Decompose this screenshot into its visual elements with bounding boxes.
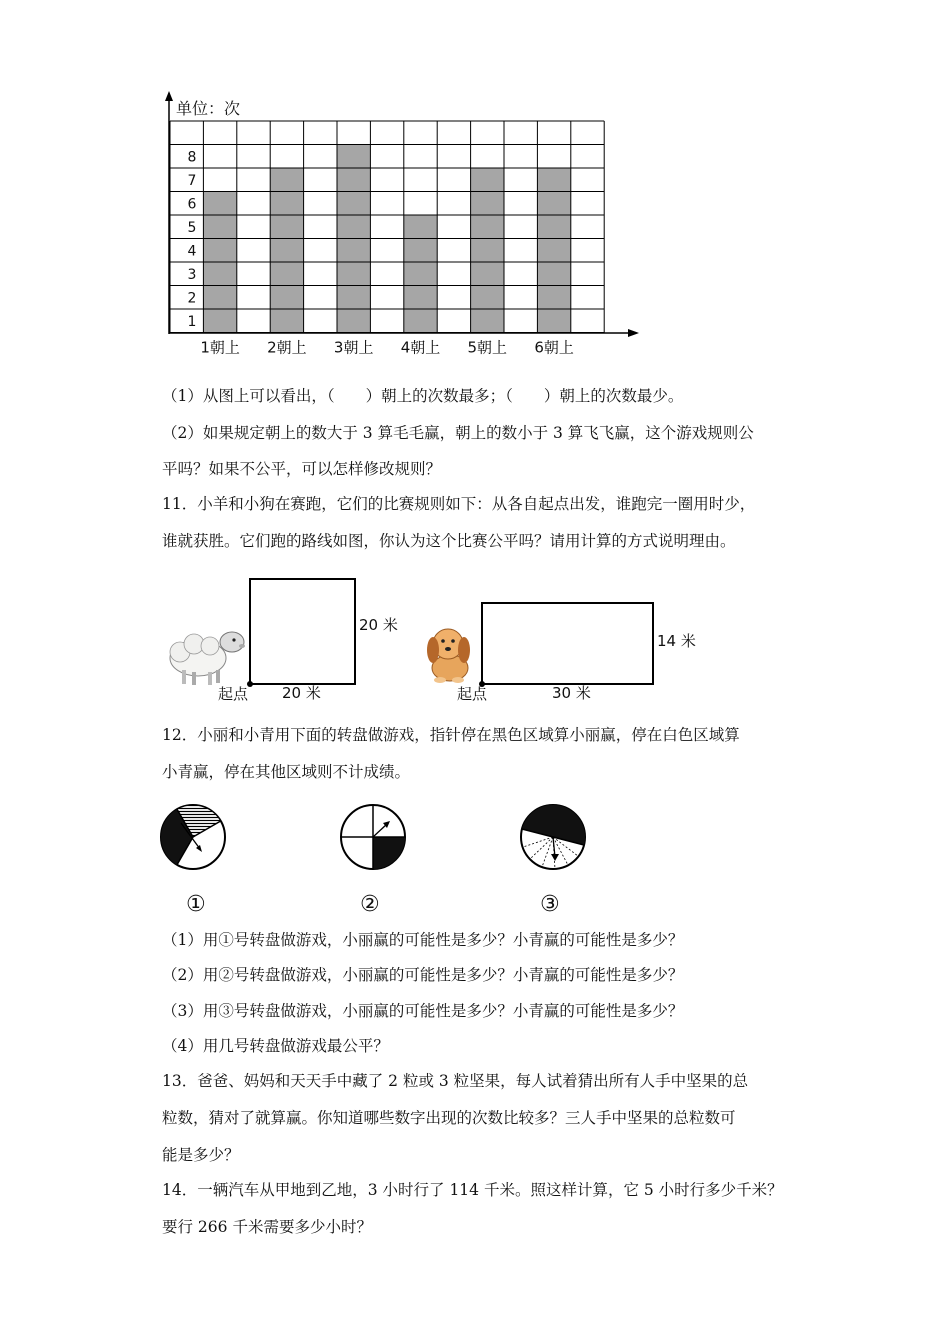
- x-category-label: 3朝上: [333, 338, 374, 357]
- sheep-bottom-label: 20 米: [282, 684, 321, 702]
- q13-line2: 粒数，猜对了就算赢。你知道哪些数字出现的次数比较多？三人手中坚果的总粒数可: [162, 1109, 736, 1127]
- spinner-2-label: ②: [360, 892, 380, 917]
- q12-line2: 小青赢，停在其他区域则不计成绩。: [162, 763, 411, 781]
- y-tick-label: 8: [187, 149, 197, 166]
- y-tick-label: 7: [187, 172, 197, 189]
- chart-unit-label: 单位：次: [176, 99, 241, 118]
- sheep-square-track: [250, 579, 355, 684]
- x-category-label: 2朝上: [267, 338, 307, 357]
- q10-part1: （1）从图上可以看出，（ ）朝上的次数最多；（ ）朝上的次数最少。: [162, 387, 684, 405]
- spinner-3: [521, 805, 585, 869]
- sheep-illustration: [170, 632, 245, 685]
- dog-side-label: 14 米: [657, 632, 696, 650]
- x-category-label: 5朝上: [467, 338, 508, 357]
- q10-part2-line1: （2）如果规定朝上的数大于 3 算毛毛赢，朝上的数小于 3 算飞飞赢，这个游戏规则公: [162, 424, 754, 442]
- y-tick-label: 2: [187, 290, 197, 307]
- bar-4朝上: [404, 215, 437, 333]
- spinner-3-label: ③: [540, 892, 560, 917]
- y-tick-label: 4: [187, 243, 197, 260]
- spinners-diagram: [150, 795, 610, 920]
- bar-5朝上: [471, 168, 504, 333]
- q12-sub3: （3）用③号转盘做游戏，小丽赢的可能性是多少？小青赢的可能性是多少？: [162, 1002, 684, 1020]
- spinner-1-label: ①: [186, 892, 206, 917]
- q14-line2: 要行 266 千米需要多少小时？: [162, 1218, 372, 1236]
- y-tick-label: 5: [187, 219, 197, 236]
- dog-start-label: 起点: [457, 685, 488, 703]
- dog-illustration: [427, 629, 470, 683]
- y-axis-arrow: [165, 91, 173, 101]
- q12-sub4: （4）用几号转盘做游戏最公平？: [162, 1037, 389, 1055]
- race-track-diagram: [160, 570, 720, 710]
- q10-part2-line2: 平吗？如果不公平，可以怎样修改规则？: [162, 460, 442, 478]
- q12-sub2: （2）用②号转盘做游戏，小丽赢的可能性是多少？小青赢的可能性是多少？: [162, 966, 684, 984]
- y-tick-label: 1: [187, 313, 197, 330]
- sheep-start-label: 起点: [218, 685, 249, 703]
- x-axis-arrow: [628, 329, 639, 337]
- dog-rectangle-track: [482, 603, 653, 684]
- bar-2朝上: [270, 168, 303, 333]
- q13-line3: 能是多少？: [162, 1146, 240, 1164]
- sheep-side-label: 20 米: [359, 616, 398, 634]
- x-category-label: 1朝上: [200, 338, 240, 357]
- bar-6朝上: [537, 168, 570, 333]
- y-tick-label: 6: [187, 196, 197, 213]
- dog-bottom-label: 30 米: [552, 684, 591, 702]
- spinner-2: [341, 805, 405, 869]
- q12-line1: 12．小丽和小青用下面的转盘做游戏，指针停在黑色区域算小丽赢，停在白色区域算: [162, 726, 740, 744]
- q14-line1: 14．一辆汽车从甲地到乙地，3 小时行了 114 千米。照这样计算，它 5 小时行多少千米？: [162, 1181, 783, 1199]
- y-tick-label: 3: [187, 266, 197, 283]
- q11-line1: 11．小羊和小狗在赛跑，它们的比赛规则如下：从各自起点出发，谁跑完一圈用时少，: [162, 495, 756, 513]
- dice-bar-chart: [150, 88, 650, 368]
- q13-line1: 13．爸爸、妈妈和天天手中藏了 2 粒或 3 粒坚果，每人试着猜出所有人手中坚果的总: [162, 1072, 749, 1090]
- x-category-label: 4朝上: [400, 338, 441, 357]
- q12-sub1: （1）用①号转盘做游戏，小丽赢的可能性是多少？小青赢的可能性是多少？: [162, 931, 684, 949]
- q11-line2: 谁就获胜。它们跑的路线如图，你认为这个比赛公平吗？请用计算的方式说明理由。: [162, 532, 736, 550]
- x-category-label: 6朝上: [534, 338, 574, 357]
- spinner-1: [161, 805, 225, 869]
